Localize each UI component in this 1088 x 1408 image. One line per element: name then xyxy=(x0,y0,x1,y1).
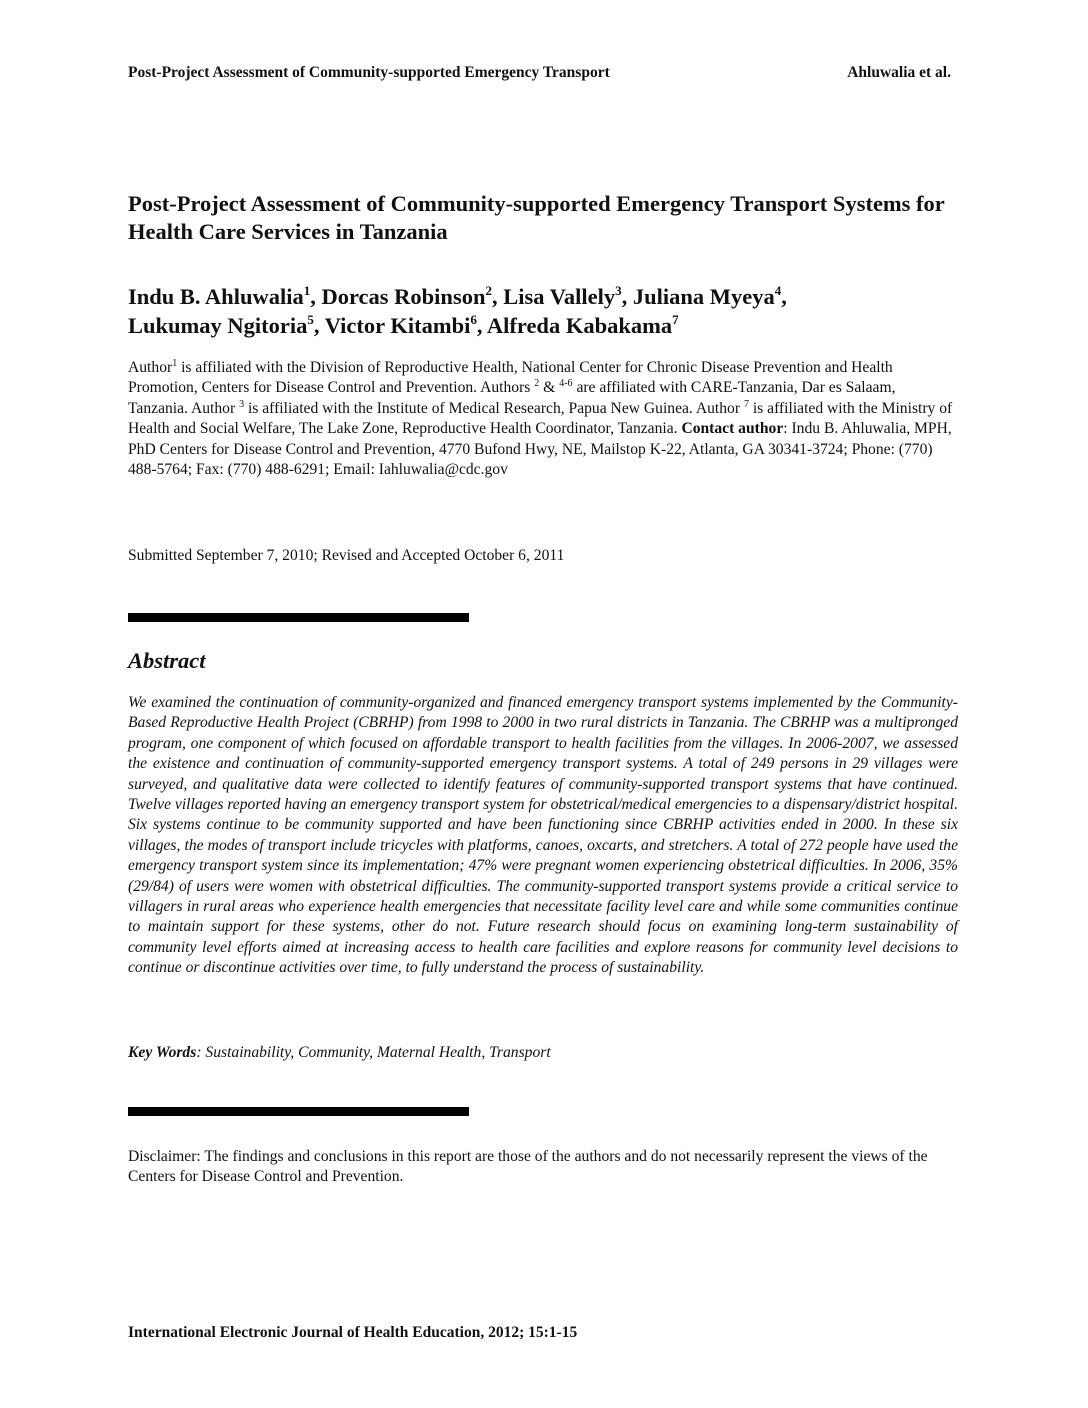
affiliations: Author$^1$ is affiliated with the Division of Reproductive Health, National Center for Chronic Disease Prevention and Health Promotion, Centers for Disease Control and Prevention. Authors $^2$ & $^{4-6}$ are affiliated with CARE-Tanzania, Dar es Salaam, Tanzania. Author $^3$ is affiliated with the Institute of Medical Research, Papua New Guinea. Author $^7$ is affiliated with the Ministry of Health and Social Welfare, The Lake Zone, Reproductive Health Coordinator, Tanzania. Contact author: Indu B. Ahluwalia, MPH, PhD Centers for Disease Control and Prevention, 4770 Bufond Hwy, NE, Mailstop K-22, Atlanta, GA 30341-3724; Phone: (770) 488-5764; Fax: (770) 488-6291; Email: Iahluwalia@cdc.gov xyxy=(128,358,953,479)
author: Victor Kitambi$^6$ xyxy=(324,312,477,338)
author: Lisa Vallely$^3$ xyxy=(503,283,622,309)
running-header xyxy=(128,64,951,82)
author-list: Indu B. Ahluwalia$^1$, Dorcas Robinson$^2$, Lisa Vallely$^3$, Juliana Myeya$^4$, Lukumay Ngitoria$^5$, Victor Kitambi$^6$, Alfreda Kabakama$^7$ xyxy=(128,283,787,338)
section-divider xyxy=(128,1107,469,1116)
running-authors: Ahluwalia et al. xyxy=(847,64,951,81)
submission-dates: Submitted September 7, 2010; Revised and Accepted October 6, 2011 xyxy=(128,547,565,564)
contact-author-label: Contact author xyxy=(681,420,784,438)
author: Lukumay Ngitoria$^5$ xyxy=(128,312,314,338)
author: Alfreda Kabakama$^7$ xyxy=(486,312,679,338)
running-title: Post-Project Assessment of Community-supported Emergency Transport xyxy=(128,64,610,81)
author: Juliana Myeya$^4$ xyxy=(632,283,782,309)
paper-title: Post-Project Assessment of Community-supported Emergency Transport Systems for Health Care Services in Tanzania xyxy=(128,191,945,244)
keywords-list: : Sustainability, Community, Maternal Health, Transport xyxy=(196,1044,551,1061)
keywords xyxy=(128,1043,958,1063)
disclaimer: Disclaimer: The findings and conclusions in this report are those of the authors and do not necessarily represent the views of the Centers for Disease Control and Prevention. xyxy=(128,1148,928,1186)
journal-footer: International Electronic Journal of Health Education, 2012; 15:1-15 xyxy=(128,1324,578,1341)
author: Indu B. Ahluwalia$^1$ xyxy=(128,283,311,309)
keywords-label: Key Words xyxy=(128,1044,197,1061)
abstract-heading: Abstract xyxy=(128,648,206,673)
section-divider xyxy=(128,613,469,622)
abstract-text: We examined the continuation of community-organized and financed emergency transport systems implemented by the Community-Based Reproductive Health Project (CBRHP) from 1998 to 2000 in two rural districts in Tanzania. The CBRHP was a multipronged program, one component of which focused on affordable transport to health facilities from the villages. In 2006-2007, we assessed the existence and continuation of community-supported emergency transport systems. A total of 249 persons in 29 villages were surveyed, and qualitative data were collected to identify features of community-supported transport systems that have continued. Twelve villages reported having an emergency transport system for obstetrical/medical emergencies to a dispensary/district hospital. Six systems continue to be community supported and have been functioning since CBRHP activities ended in 2000. In these six villages, the modes of transport include tricycles with platforms, canoes, oxcarts, and stretchers. A total of 272 people have used the emergency transport system since its implementation; 47% were pregnant women experiencing obstetrical difficulties. In 2006, 35% (29/84) of users were women with obstetrical difficulties. The community-supported transport systems provide a critical service to villagers in rural areas who experience health emergencies that necessitate facility level care and while some communities continue to maintain support for these systems, other do not. Future research should focus on examining long-term sustainability of community level efforts aimed at increasing access to health care facilities and explore reasons for community level decisions to continue or discontinue activities over time, to fully understand the process of sustainability. xyxy=(128,694,958,977)
contact-author-details: : Indu B. Ahluwalia, MPH, PhD Centers for Disease Control and Prevention, 4770 Bufond Hwy, NE, Mailstop K-22, Atlanta, GA 30341-3724; Phone: (770) 488-5764; Fax: (770) 488-6291; Email: Iahluwalia@cdc.gov xyxy=(128,420,952,479)
author: Dorcas Robinson$^2$ xyxy=(321,283,492,309)
